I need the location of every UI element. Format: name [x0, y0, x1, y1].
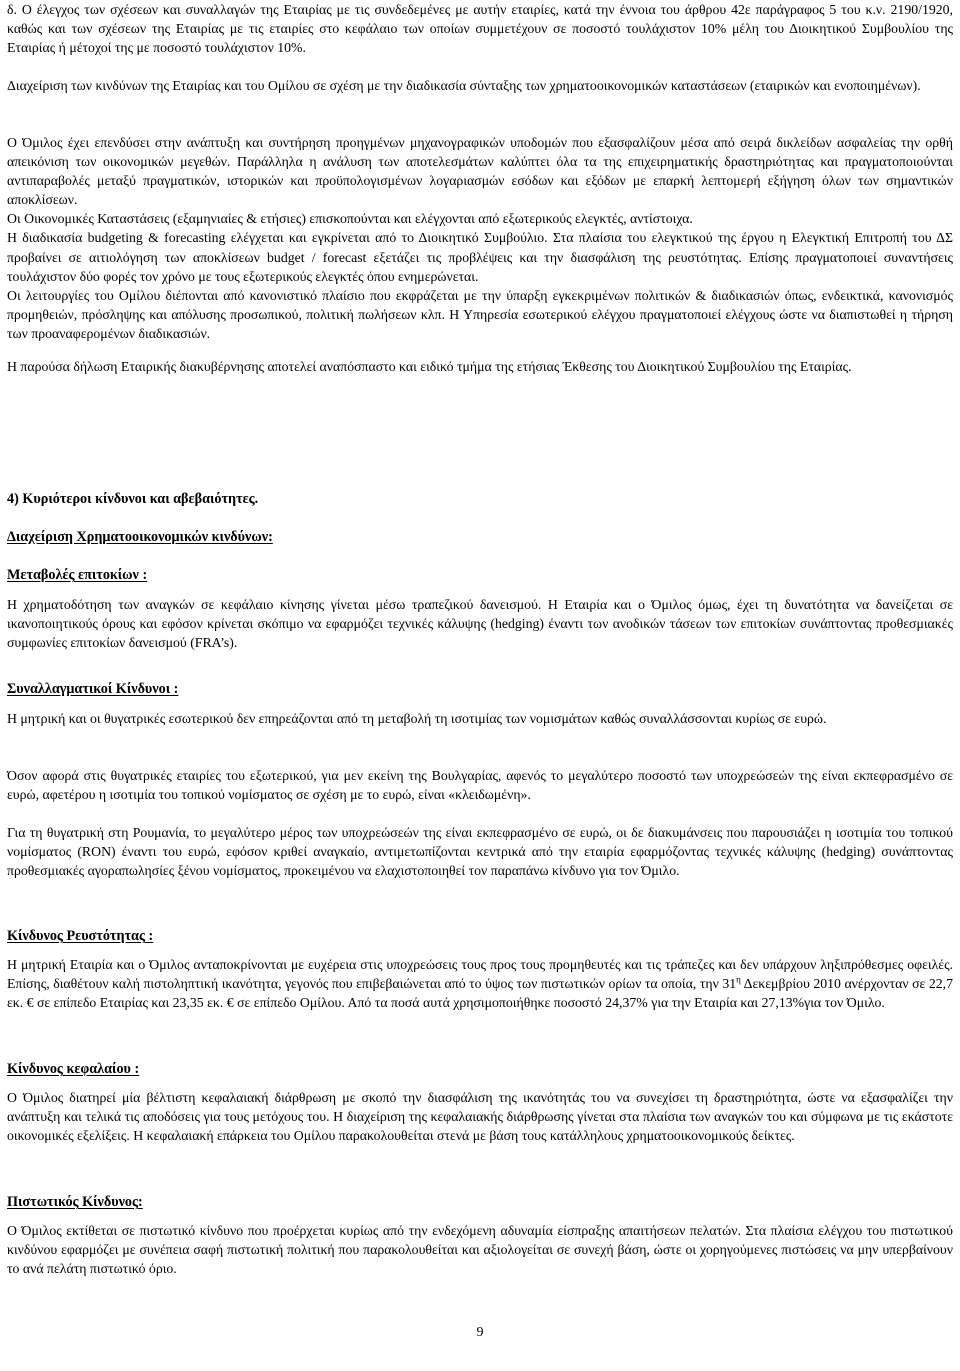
- paragraph-external-auditors: Οι Οικονομικές Καταστάσεις (εξαμηνιαίες & ετήσιες) επισκοπούνται και ελέγχονται από εξωτερικούς ελεγκτές, αντίστοιχα.: [7, 211, 693, 227]
- paragraph-liquidity: [0, 955, 960, 1012]
- liquidity-text-part-2: Δεκεμβρίου 2010 ανέρχονταν σε 22,7 εκ. € σε επίπεδο Εταιρίας και 23,35 εκ. € σε επίπεδο Ομίλου. Από τα ποσά αυτά χρησιμοποιήθηκε ποσοστό 24,37% για την Εταιρία και 27,13%για τον Όμιλο.: [7, 976, 953, 1011]
- paragraph-fx-domestic: Η μητρική και οι θυγατρικές εσωτερικού δεν επηρεάζονται από τη μεταβολή τη ισοτιμίας των νομισμάτων καθώς συναλλάσσονται κυρίως σε ευρώ.: [7, 711, 827, 726]
- paragraph-capital-risk: Ο Όμιλος διατηρεί μία βέλτιστη κεφαλαιακή διάρθρωση με σκοπό την διασφάλιση της ικανότητάς του να συνεχίσει τη δραστηριότητα, ώστε να εξασφαλίζει την ανάπτυξη και τελικά τις αποδόσεις για τους μετόχους του. Η διαχείριση της κεφαλαιακής διάρθρωσης γίνεται στα πλαίσια των αναγκών του και σύμφωνα με τις εκάστοτε οικονομικές εξελίξεις. Η κεφαλαιακή επάρκεια του Ομίλου παρακολουθείται στενά με βάση τους κατάλληλους χρηματοοικονομικούς δείκτες.: [7, 1090, 953, 1144]
- paragraph-governance-statement: Η παρούσα δήλωση Εταιρικής διακυβέρνησης αποτελεί αναπόσπαστο και ειδικό τμήμα της ετήσιας Έκθεσης του Διοικητικού Συμβουλίου της Εταιρίας.: [7, 359, 852, 374]
- heading-capital-risk: Κίνδυνος κεφαλαίου :: [7, 1061, 140, 1077]
- paragraph-regulatory-framework: Οι λειτουργίες του Ομίλου διέπονται από κανονιστικό πλαίσιο που εκφράζεται με την ύπαρξη εγκεκριμένων πολιτικών & διαδικασιών όπως, ενδεικτικά, κανονισμός προμηθειών, πρόσληψης και απόλυσης προσωπικού, πολιτική πωλήσεων κλπ. Η Υπηρεσία εσωτερικού ελέγχου πραγματοποιεί ελέγχους ώστε να διαπιστωθεί η τήρηση των προαναφερομένων διαδικασιών.: [7, 287, 953, 341]
- heading-financial-risk-management: Διαχείριση Χρηματοοικονομικών κινδύνων:: [7, 529, 273, 545]
- paragraph-related-party-control: δ. Ο έλεγχος των σχέσεων και συναλλαγών της Εταιρίας με τις συνδεδεμένες με αυτήν εταιρίες, κατά την έννοια του άρθρου 42ε παράγραφος 5 του κ.ν. 2190/1920, καθώς και των σχέσεων της Εταιρίας με τις εταιρίες στο κεφάλαιο των οποίων συμμετέχουν σε ποσοστό τουλάχιστον 10% μέλη του Διοικητικού Συμβουλίου της Εταιρίας ή μέτοχοί της με ποσοστό τουλάχιστον 10%.: [7, 2, 953, 56]
- paragraph-credit-risk: Ο Όμιλος εκτίθεται σε πιστωτικό κίνδυνο που προέρχεται κυρίως από την ενδεχόμενη αδυναμία είσπραξης απαιτήσεων πελατών. Στα πλαίσια ελέγχου του πιστωτικού κινδύνου εφαρμόζει με συνέπεια σαφή πιστωτική πολιτική που παρακολουθείται και αξιολογείται σε συνεχή βάση, ώστε οι χορηγούμενες πιστώσεις να μην υπερβαίνουν το ανά πελάτη πιστωτικό όριο.: [7, 1223, 953, 1277]
- heading-main-risks: 4) Κυριότεροι κίνδυνοι και αβεβαιότητες.: [7, 491, 259, 507]
- paragraph-fx-romania: Για τη θυγατρική στη Ρουμανία, το μεγαλύτερο μέρος των υποχρεώσεών της είναι εκπεφρασμένο σε ευρώ, οι δε διακυμάνσεις που παρουσιάζει η ισοτιμία του τοπικού νομίσματος (RON) έναντι του ευρώ, εφόσον κριθεί αναγκαίο, αντιμετωπίζονται κεντρικά από την εταιρία εφαρμόζοντας τεχνικές κάλυψης (hedging) συνάπτοντας προθεσμιακές αγοραπωλησίες ξένου νομίσματος, προκειμένου να ελαχιστοποιηθεί τον παραπάνω κίνδυνο για τον Όμιλο.: [7, 825, 953, 879]
- paragraph-interest-rates: Η χρηματοδότηση των αναγκών σε κεφάλαιο κίνησης γίνεται μέσω τραπεζικού δανεισμού. Η Εταιρία και ο Όμιλος όμως, έχει τη δυνατότητα να δανείζεται σε ικανοποιητικούς όρους και εφόσον κρίνεται σκόπιμο να εφαρμόζει τεχνικές κάλυψης (hedging) έναντι των ανοδικών τάσεων των επιτοκίων συνάπτοντας προθεσμιακές συμφωνίες επιτοκίων δανεισμού (FRA’s).: [7, 597, 953, 651]
- page-number: 9: [476, 1325, 484, 1340]
- internal-control-block: [0, 133, 960, 343]
- paragraph-budgeting: Η διαδικασία budgeting & forecasting ελέγχεται και εγκρίνεται από το Διοικητικό Συμβούλιο. Στα πλαίσια του ελεγκτικού της έργου η Ελεγκτική Επιτροπή του ΔΣ προβαίνει σε αιτιολόγηση των αποκλίσεων budget / forecast εξετάζει τις προβλέψεις και την διασφάλιση της ρευστότητας. Επίσης πραγματοποιεί συναντήσεις τουλάχιστον δύο φορές τον χρόνο με τους εξωτερικούς ελεγκτές όπου ενημερώνεται.: [7, 230, 953, 284]
- paragraph-it-infrastructure: Ο Όμιλος έχει επενδύσει στην ανάπτυξη και συντήρηση προηγμένων μηχανογραφικών υποδομών που εξασφαλίζουν μέσα από σειρά δικλείδων ασφαλείας την ορθή απεικόνιση των οικονομικών μεγεθών. Παράλληλα η ανάλυση των αποτελεσμάτων καλύπτει όλα τα της επιχειρηματικής δραστηριότητας και πραγματοποιούνται αντιπαραβολές μεταξύ πραγματικών, ιστορικών και προϋπολογισμένων λογαριασμών εσόδων και εξόδων με επαρκή λεπτομερή εξήγηση όλων των σημαντικών αποκλίσεων.: [7, 135, 953, 208]
- heading-liquidity-risk: Κίνδυνος Ρευστότητας :: [7, 928, 154, 944]
- heading-credit-risk: Πιστωτικός Κίνδυνος:: [7, 1194, 143, 1210]
- paragraph-fx-bulgaria: Όσον αφορά στις θυγατρικές εταιρίες του εξωτερικού, για μεν εκείνη της Βουλγαρίας, αφενός το μεγαλύτερο ποσοστό των υποχρεώσεών της είναι εκπεφρασμένο σε ευρώ, αφετέρου η ισοτιμία του τοπικού νομίσματος σε σχέση με το ευρώ, είναι «κλειδωμένη».: [7, 768, 953, 803]
- paragraph-risk-management: Διαχείριση των κινδύνων της Εταιρίας και του Ομίλου σε σχέση με την διαδικασία σύνταξης των χρηματοοικονομικών καταστάσεων (εταιρικών και ενοποιημένων).: [7, 78, 921, 93]
- ordinal-superscript: η: [736, 974, 741, 985]
- liquidity-text-part-1: Η μητρική Εταιρία και ο Όμιλος ανταποκρίνονται με ευχέρεια στις υποχρεώσεις τους προς τους προμηθευτές και τις τράπεζες και δεν υπάρχουν ληξιπρόθεσμες οφειλές. Επίσης, διαθέτουν καλή πιστοληπτική ικανότητα, γεγονός που επιβεβαιώνεται από το ύψος των πιστωτικών ορίων τα οποία, την 31: [7, 957, 953, 992]
- heading-interest-rates: Μεταβολές επιτοκίων :: [7, 567, 148, 583]
- heading-fx-risk: Συναλλαγματικοί Κίνδυνοι :: [7, 681, 179, 697]
